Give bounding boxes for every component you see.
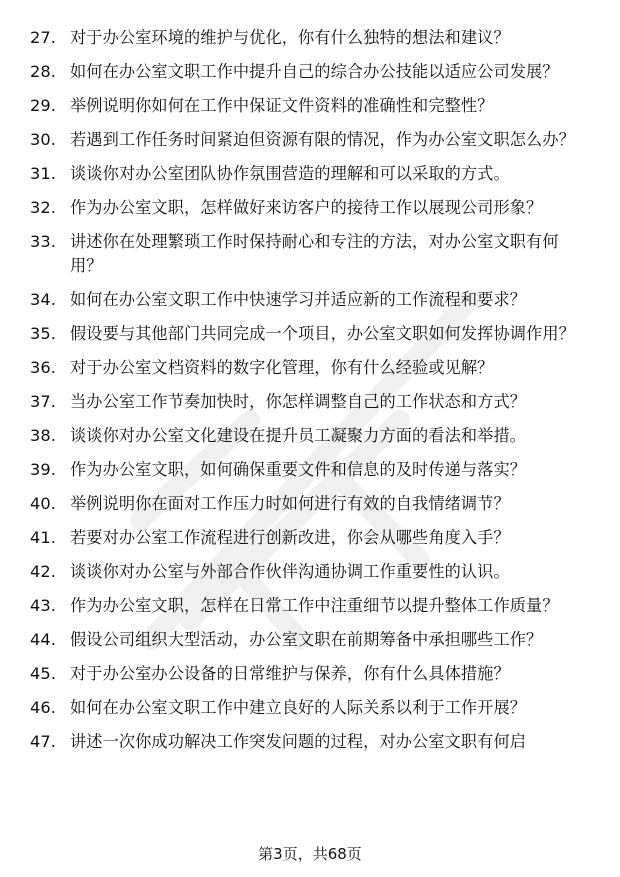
question-number: 47. <box>30 732 57 751</box>
question-item <box>0 128 620 152</box>
question-item <box>0 526 620 550</box>
question-item <box>0 230 620 278</box>
question-item <box>0 730 620 754</box>
question-text: 如何在办公室文职工作中建立良好的人际关系以利于工作开展？ <box>70 698 527 717</box>
question-item <box>0 162 620 186</box>
question-item <box>0 322 620 346</box>
question-text: 谈谈你对办公室与外部合作伙伴沟通协调工作重要性的认识。 <box>70 562 510 581</box>
question-item <box>0 60 620 84</box>
question-text: 对于办公室办公设备的日常维护与保养，你有什么具体措施？ <box>70 664 510 683</box>
question-number: 29. <box>30 96 57 115</box>
question-number: 44. <box>30 630 57 649</box>
question-item <box>0 628 620 652</box>
question-text: 如何在办公室文职工作中快速学习并适应新的工作流程和要求？ <box>70 290 527 309</box>
question-number: 43. <box>30 596 57 615</box>
question-text: 若要对办公室工作流程进行创新改进，你会从哪些角度入手？ <box>70 528 510 547</box>
question-item <box>0 594 620 618</box>
question-text: 假设要与其他部门共同完成一个项目，办公室文职如何发挥协调作用？ <box>70 324 575 343</box>
question-number: 30. <box>30 130 57 149</box>
question-text: 对于办公室环境的维护与优化，你有什么独特的想法和建议？ <box>70 28 510 47</box>
question-number: 39. <box>30 460 57 479</box>
question-item <box>0 356 620 380</box>
question-number: 38. <box>30 426 57 445</box>
question-item <box>0 196 620 220</box>
question-text: 作为办公室文职，怎样做好来访客户的接待工作以展现公司形象？ <box>70 198 543 217</box>
question-text: 如何在办公室文职工作中提升自己的综合办公技能以适应公司发展？ <box>70 62 559 81</box>
question-number: 31. <box>30 164 57 183</box>
question-number: 37. <box>30 392 57 411</box>
question-number: 35. <box>30 324 57 343</box>
question-item <box>0 94 620 118</box>
question-item <box>0 26 620 50</box>
question-item <box>0 662 620 686</box>
question-text: 谈谈你对办公室文化建设在提升员工凝聚力方面的看法和举措。 <box>70 426 527 445</box>
question-number: 36. <box>30 358 57 377</box>
question-text: 举例说明你在面对工作压力时如何进行有效的自我情绪调节？ <box>70 494 510 513</box>
question-text: 谈谈你对办公室团队协作氛围营造的理解和可以采取的方式。 <box>70 164 510 183</box>
question-number: 46. <box>30 698 57 717</box>
question-item <box>0 390 620 414</box>
question-number: 41. <box>30 528 57 547</box>
question-number: 33. <box>30 232 57 251</box>
question-item <box>0 288 620 312</box>
question-number: 45. <box>30 664 57 683</box>
question-text: 讲述一次你成功解决工作突发问题的过程，对办公室文职有何启 <box>70 732 527 751</box>
question-item <box>0 458 620 482</box>
question-number: 32. <box>30 198 57 217</box>
question-item <box>0 492 620 516</box>
question-number: 34. <box>30 290 57 309</box>
page-number: 第3页，共68页 <box>258 845 362 863</box>
question-number: 42. <box>30 562 57 581</box>
question-text: 假设公司组织大型活动，办公室文职在前期筹备中承担哪些工作？ <box>70 630 543 649</box>
question-number: 27. <box>30 28 57 47</box>
question-text: 若遇到工作任务时间紧迫但资源有限的情况，作为办公室文职怎么办？ <box>70 130 575 149</box>
question-list <box>0 26 620 764</box>
question-item <box>0 560 620 584</box>
question-text: 作为办公室文职，如何确保重要文件和信息的及时传递与落实？ <box>70 460 527 479</box>
question-text: 举例说明你如何在工作中保证文件资料的准确性和完整性？ <box>70 96 494 115</box>
question-item <box>0 696 620 720</box>
question-item <box>0 424 620 448</box>
question-text: 作为办公室文职，怎样在日常工作中注重细节以提升整体工作质量？ <box>70 596 559 615</box>
question-text: 讲述你在处理繁琐工作时保持耐心和专注的方法，对办公室文职有何用？ <box>70 232 559 275</box>
question-number: 40. <box>30 494 57 513</box>
question-text: 对于办公室文档资料的数字化管理，你有什么经验或见解？ <box>70 358 494 377</box>
question-text: 当办公室工作节奏加快时，你怎样调整自己的工作状态和方式？ <box>70 392 527 411</box>
question-number: 28. <box>30 62 57 81</box>
